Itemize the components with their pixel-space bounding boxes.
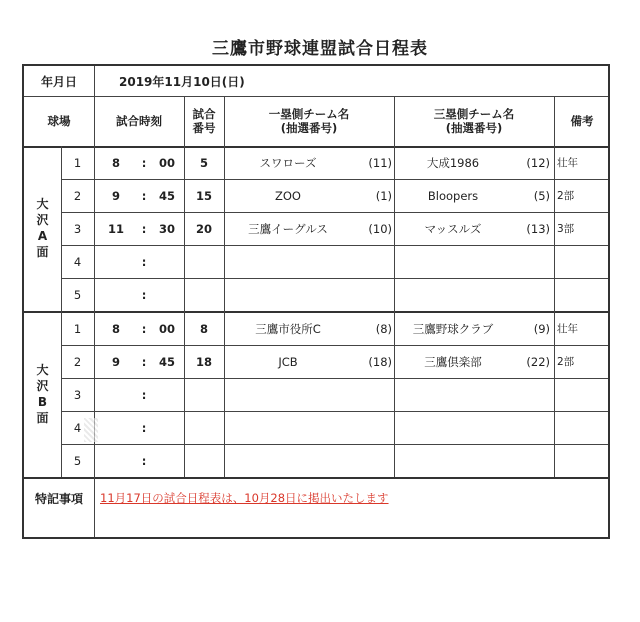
- row-hour: [94, 378, 138, 411]
- row-remark: 壮年: [557, 157, 578, 169]
- row-hour: 9: [111, 188, 120, 203]
- row-lot1: (1): [375, 188, 392, 203]
- date-value: 2019年11月10日(日): [119, 74, 245, 89]
- grid-line: [94, 66, 95, 96]
- header-remarks: 備考: [570, 114, 594, 128]
- row-hour: [94, 444, 138, 477]
- row-min: [150, 444, 184, 477]
- row-match: [184, 278, 224, 311]
- schedule-table: [22, 64, 610, 539]
- grid-line: [24, 96, 608, 97]
- row-lot3: (22): [526, 354, 550, 369]
- row-team3: 三鷹野球クラブ: [412, 321, 494, 336]
- page-title: 三鷹市野球連盟試合日程表: [212, 39, 428, 59]
- header-match-no-line1: 試合: [192, 107, 216, 121]
- row-team1: 三鷹イーグルス: [248, 221, 328, 236]
- row-remark: 2部: [557, 190, 575, 202]
- field-b-char-3: B: [37, 395, 48, 409]
- row-lot1: (8): [375, 321, 392, 336]
- row-lot3: [512, 378, 550, 411]
- special-note: 11月17日の試合日程表は、10月28日に掲出いたします: [100, 491, 389, 505]
- row-team3: 三鷹倶楽部: [424, 354, 482, 369]
- time-separator: :: [141, 321, 147, 336]
- row-match: 8: [199, 321, 208, 336]
- row-lot1: [352, 444, 392, 477]
- row-team3: 大成1986: [426, 155, 480, 170]
- row-team1: [224, 278, 352, 311]
- grid-line: [554, 96, 555, 477]
- row-min: 00: [158, 321, 175, 336]
- time-separator: :: [141, 254, 147, 269]
- time-separator: :: [141, 221, 147, 236]
- row-match: 18: [195, 354, 212, 369]
- row-team1: [224, 378, 352, 411]
- row-remark: [557, 245, 607, 278]
- row-team1: [224, 444, 352, 477]
- row-team1: 三鷹市役所C: [255, 321, 321, 336]
- date-label: 年月日: [40, 74, 77, 89]
- row-lot1: (18): [368, 354, 392, 369]
- row-min: 45: [158, 354, 175, 369]
- field-a-char-4: 面: [36, 245, 49, 259]
- field-a-char-3: A: [37, 229, 48, 243]
- row-min: 30: [158, 221, 175, 236]
- field-b-char-2: 沢: [36, 379, 49, 393]
- row-team3: [394, 444, 512, 477]
- time-separator: :: [141, 287, 147, 302]
- row-hour: 8: [111, 321, 120, 336]
- row-match: 15: [195, 188, 212, 203]
- row-lot3: (12): [526, 155, 550, 170]
- row-match: [184, 378, 224, 411]
- row-remark: [557, 411, 607, 444]
- row-remark: [557, 278, 607, 311]
- row-match: 20: [195, 221, 212, 236]
- time-separator: :: [141, 453, 147, 468]
- grid-line: [24, 477, 608, 479]
- row-lot3: [512, 444, 550, 477]
- row-lot1: [352, 411, 392, 444]
- row-team3: [394, 411, 512, 444]
- time-separator: :: [141, 420, 147, 435]
- row-team3: Bloopers: [427, 188, 479, 203]
- row-team1: JCB: [278, 354, 298, 369]
- header-team3: [394, 96, 554, 146]
- time-separator: :: [141, 387, 147, 402]
- row-lot1: [352, 245, 392, 278]
- row-team3: [394, 245, 512, 278]
- field-b-char-4: 面: [36, 411, 49, 425]
- row-team3: [394, 378, 512, 411]
- row-no: 1: [73, 321, 82, 336]
- row-min: 45: [158, 188, 175, 203]
- time-separator: :: [141, 354, 147, 369]
- time-separator: :: [141, 155, 147, 170]
- row-no: 5: [73, 287, 82, 302]
- row-remark: [557, 444, 607, 477]
- row-lot1: [352, 378, 392, 411]
- row-lot1: [352, 278, 392, 311]
- row-lot3: [512, 411, 550, 444]
- row-hour: 8: [111, 155, 120, 170]
- time-separator: :: [141, 188, 147, 203]
- row-team1: ZOO: [275, 188, 301, 203]
- row-min: [150, 378, 184, 411]
- row-team3: [394, 278, 512, 311]
- header-match-no-line2: 番号: [192, 121, 216, 135]
- row-no: 2: [73, 354, 82, 369]
- row-team1: スワローズ: [259, 155, 317, 170]
- row-lot1: (11): [368, 155, 392, 170]
- row-lot3: (5): [533, 188, 550, 203]
- row-hour: [94, 278, 138, 311]
- header-team1: [224, 96, 394, 146]
- row-hour: [94, 411, 138, 444]
- row-no: 3: [73, 387, 82, 402]
- row-no: 5: [73, 453, 82, 468]
- row-match: [184, 444, 224, 477]
- row-hour: 11: [107, 221, 124, 236]
- header-time: 試合時刻: [116, 114, 162, 128]
- grid-line: [94, 96, 95, 146]
- row-remark: 2部: [557, 356, 575, 368]
- scan-artifact: [84, 418, 98, 442]
- row-no: 2: [73, 188, 82, 203]
- special-label: 特記事項: [34, 491, 83, 506]
- row-remark: 3部: [557, 223, 575, 235]
- row-no: 4: [73, 254, 82, 269]
- grid-line: [94, 477, 95, 537]
- row-min: [150, 411, 184, 444]
- row-remark: [557, 378, 607, 411]
- row-min: 00: [158, 155, 175, 170]
- row-hour: [94, 245, 138, 278]
- header-match-no: [184, 96, 224, 146]
- row-lot3: [512, 278, 550, 311]
- row-no: 3: [73, 221, 82, 236]
- row-lot3: (9): [533, 321, 550, 336]
- row-min: [150, 245, 184, 278]
- field-a-name: [24, 146, 61, 310]
- row-team3: マッスルズ: [424, 221, 482, 236]
- row-remark: 壮年: [557, 323, 578, 335]
- row-no: 4: [73, 420, 82, 435]
- row-lot3: [512, 245, 550, 278]
- row-match: [184, 411, 224, 444]
- row-min: [150, 278, 184, 311]
- header-team1-line2: (抽選番号): [280, 121, 338, 135]
- row-hour: 9: [111, 354, 120, 369]
- row-team1: [224, 245, 352, 278]
- field-b-char-1: 大: [36, 363, 49, 377]
- header-team1-line1: 一塁側チーム名: [268, 107, 350, 121]
- row-lot1: (10): [368, 221, 392, 236]
- header-field: 球場: [47, 114, 71, 128]
- field-a-char-1: 大: [36, 197, 49, 211]
- row-match: 5: [199, 155, 208, 170]
- row-lot3: (13): [526, 221, 550, 236]
- row-no: 1: [73, 155, 82, 170]
- row-match: [184, 245, 224, 278]
- row-team1: [224, 411, 352, 444]
- header-team3-line1: 三塁側チーム名: [433, 107, 515, 121]
- field-a-char-2: 沢: [36, 213, 49, 227]
- header-team3-line2: (抽選番号): [445, 121, 503, 135]
- field-b-name: [24, 312, 61, 476]
